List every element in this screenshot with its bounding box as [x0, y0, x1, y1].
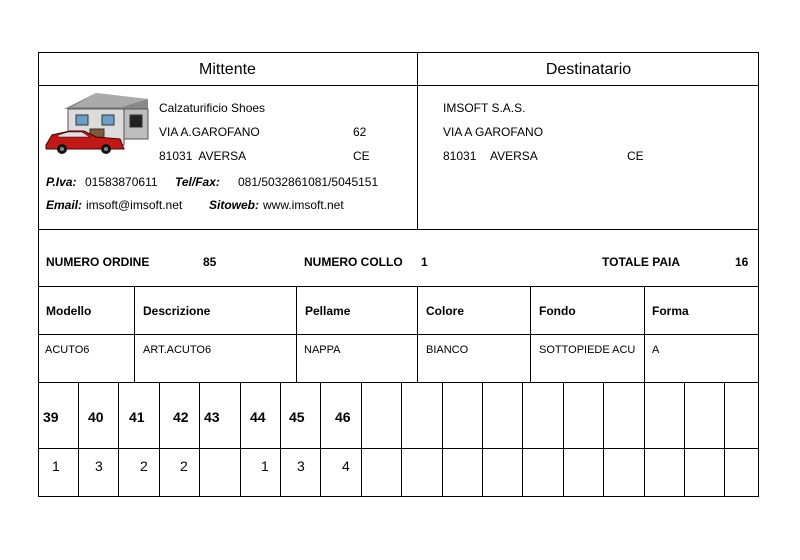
size-label-46: 46: [335, 409, 351, 425]
size-quantity-42: 2: [180, 458, 188, 474]
total-pairs-value: 16: [735, 255, 749, 269]
cell-forma: A: [652, 344, 660, 356]
size-label-45: 45: [289, 409, 305, 425]
column-header-pellame: Pellame: [305, 304, 351, 318]
recipient-city: AVERSA: [490, 149, 538, 163]
size-quantity-39: 1: [52, 458, 60, 474]
website-value: www.imsoft.net: [263, 198, 344, 212]
size-quantity-46: 4: [342, 458, 350, 474]
sender-province: CE: [353, 149, 370, 163]
recipient-address: VIA A GAROFANO: [443, 125, 544, 139]
recipient-postal: 81031: [443, 149, 477, 163]
cell-colore: BIANCO: [426, 344, 469, 356]
sender-name: Calzaturificio Shoes: [159, 101, 266, 115]
size-label-42: 42: [173, 409, 189, 425]
size-label-44: 44: [250, 409, 266, 425]
house-car-icon: [44, 91, 154, 157]
piva-value: 01583870611: [85, 175, 158, 189]
cell-fondo: SOTTOPIEDE ACU: [539, 344, 636, 356]
total-pairs-label: TOTALE PAIA: [602, 255, 680, 269]
sender-address: VIA A.GAROFANO: [159, 125, 260, 139]
piva-label: P.Iva:: [46, 175, 77, 189]
sender-street-number: 62: [353, 125, 367, 139]
size-quantity-40: 3: [95, 458, 103, 474]
email-label: Email:: [46, 198, 83, 212]
cell-modello: ACUTO6: [45, 344, 90, 356]
telfax-value: 081/5032861081/5045151: [238, 175, 379, 189]
column-header-forma: Forma: [652, 304, 689, 318]
size-label-43: 43: [204, 409, 220, 425]
order-frame: [38, 229, 759, 497]
sender-postal-city: 81031 AVERSA: [159, 149, 247, 163]
package-number-value: 1: [421, 255, 428, 269]
cell-descrizione: ART.ACUTO6: [143, 344, 212, 356]
size-label-40: 40: [88, 409, 104, 425]
size-label-39: 39: [43, 409, 59, 425]
column-header-modello: Modello: [46, 304, 92, 318]
order-number-label: NUMERO ORDINE: [46, 255, 150, 269]
website-label: Sitoweb:: [209, 198, 259, 212]
column-header-descrizione: Descrizione: [143, 304, 211, 318]
column-header-fondo: Fondo: [539, 304, 576, 318]
telfax-label: Tel/Fax:: [175, 175, 220, 189]
size-quantity-45: 3: [297, 458, 305, 474]
recipient-name: IMSOFT S.A.S.: [443, 101, 526, 115]
package-number-label: NUMERO COLLO: [304, 255, 403, 269]
order-number-value: 85: [203, 255, 217, 269]
recipient-province: CE: [627, 149, 644, 163]
email-value: imsoft@imsoft.net: [86, 198, 183, 212]
cell-pellame: NAPPA: [304, 344, 341, 356]
recipient-title: Destinatario: [545, 61, 632, 78]
sender-title: Mittente: [199, 61, 256, 78]
size-quantity-41: 2: [140, 458, 148, 474]
size-label-41: 41: [129, 409, 145, 425]
size-quantity-44: 1: [261, 458, 269, 474]
column-header-colore: Colore: [426, 304, 465, 318]
